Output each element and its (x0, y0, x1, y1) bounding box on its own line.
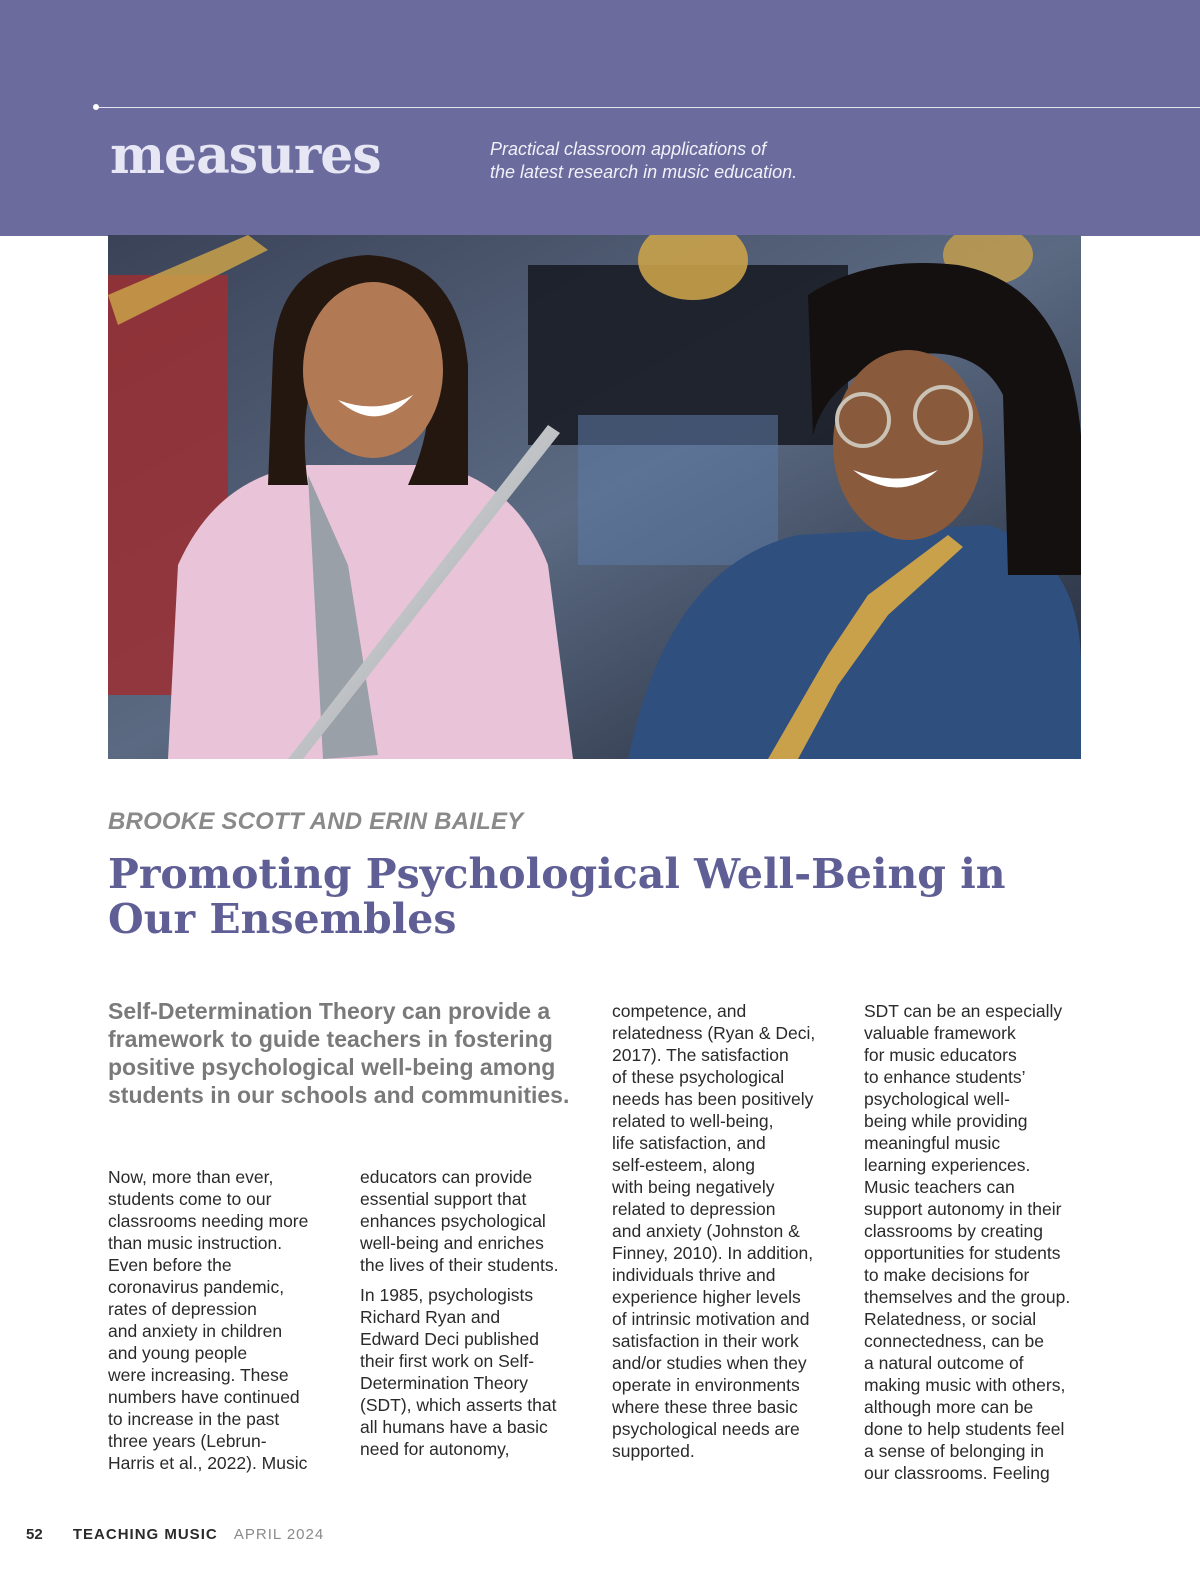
body-line: Even before the (108, 1255, 232, 1275)
body-line: supported. (612, 1441, 695, 1461)
body-column-4 (864, 1000, 1094, 1484)
body-line: themselves and the group. (864, 1287, 1071, 1307)
body-line: opportunities for students (864, 1243, 1061, 1263)
body-line: 2017). The satisfaction (612, 1045, 789, 1065)
body-line: competence, and (612, 1001, 747, 1021)
body-line: valuable framework (864, 1023, 1016, 1043)
tagline-line: Practical classroom applications of (490, 139, 767, 159)
body-line: a natural outcome of (864, 1353, 1024, 1373)
body-line: educators can provide (360, 1167, 533, 1187)
body-line: In 1985, psychologists (360, 1285, 534, 1305)
page-number: 52 (26, 1526, 43, 1543)
body-line: their first work on Self- (360, 1351, 535, 1371)
body-line: rates of depression (108, 1299, 257, 1319)
body-line: need for autonomy, (360, 1439, 510, 1459)
background-jeans (578, 415, 778, 565)
body-line: with being negatively (612, 1177, 775, 1197)
page-footer (26, 1526, 324, 1546)
paragraph-gap (360, 1276, 590, 1284)
student-left-face (303, 282, 443, 458)
body-line: Music teachers can (864, 1177, 1015, 1197)
body-line: and/or studies when they (612, 1353, 807, 1373)
publication-name: TEACHING MUSIC (72, 1526, 218, 1543)
body-line: students come to our (108, 1189, 272, 1209)
body-line: classrooms by creating (864, 1221, 1043, 1241)
body-line: (SDT), which asserts that (360, 1395, 557, 1415)
article-photo (108, 235, 1081, 759)
body-line: Edward Deci published (360, 1329, 539, 1349)
body-line: related to depression (612, 1199, 776, 1219)
body-line: support autonomy in their (864, 1199, 1062, 1219)
body-line: done to help students feel (864, 1419, 1065, 1439)
body-line: meaningful music (864, 1133, 1001, 1153)
section-tagline (490, 138, 910, 184)
body-line: enhances psychological (360, 1211, 546, 1231)
body-line: self-esteem, along (612, 1155, 755, 1175)
section-banner (0, 0, 1200, 236)
article-byline: BROOKE SCOTT AND ERIN BAILEY (108, 808, 524, 835)
body-line: Richard Ryan and (360, 1307, 501, 1327)
body-line: being while providing (864, 1111, 1028, 1131)
body-line: well-being and enriches (360, 1233, 544, 1253)
body-line: satisfaction in their work (612, 1331, 799, 1351)
body-line: of these psychological (612, 1067, 785, 1087)
issue-date: APRIL 2024 (233, 1526, 325, 1543)
body-line: Determination Theory (360, 1373, 528, 1393)
body-line: classrooms needing more (108, 1211, 309, 1231)
body-line: of intrinsic motivation and (612, 1309, 810, 1329)
body-line: Harris et al., 2022). Music (108, 1453, 308, 1473)
body-line: needs has been positively (612, 1089, 814, 1109)
body-line: to make decisions for (864, 1265, 1030, 1285)
body-line: operate in environments (612, 1375, 800, 1395)
tagline-line: the latest research in music education. (490, 162, 798, 182)
body-line: connectedness, can be (864, 1331, 1044, 1351)
body-line: three years (Lebrun- (108, 1431, 267, 1451)
body-line: a sense of belonging in (864, 1441, 1044, 1461)
body-column-1 (108, 1166, 338, 1474)
body-line: our classrooms. Feeling (864, 1463, 1050, 1483)
body-line: psychological needs are (612, 1419, 800, 1439)
body-line: were increasing. These (108, 1365, 289, 1385)
body-line: and young people (108, 1343, 248, 1363)
body-line: related to well-being, (612, 1111, 774, 1131)
banner-rule (96, 107, 1200, 108)
banner-rule-dot (93, 104, 99, 110)
article-title-line: Promoting Psychological Well-Being in (108, 850, 1006, 898)
body-line: SDT can be an especially (864, 1001, 1063, 1021)
body-line: to increase in the past (108, 1409, 280, 1429)
body-line: learning experiences. (864, 1155, 1031, 1175)
students-photo-illustration (108, 235, 1081, 759)
body-line: coronavirus pandemic, (108, 1277, 285, 1297)
body-line: relatedness (Ryan & Deci, (612, 1023, 816, 1043)
body-line: psychological well- (864, 1089, 1010, 1109)
body-line: for music educators (864, 1045, 1017, 1065)
article-title-line: Our Ensembles (108, 895, 457, 943)
section-name: measures (110, 125, 381, 186)
body-line: Now, more than ever, (108, 1167, 274, 1187)
body-line: where these three basic (612, 1397, 798, 1417)
body-line: life satisfaction, and (612, 1133, 766, 1153)
body-line: and anxiety (Johnston & (612, 1221, 800, 1241)
body-line: experience higher levels (612, 1287, 801, 1307)
body-line: essential support that (360, 1189, 527, 1209)
body-line: to enhance students’ (864, 1067, 1026, 1087)
body-line: Relatedness, or social (864, 1309, 1037, 1329)
body-line: Finney, 2010). In addition, (612, 1243, 814, 1263)
body-line: numbers have continued (108, 1387, 300, 1407)
body-line: than music instruction. (108, 1233, 283, 1253)
body-column-3 (612, 1000, 842, 1462)
body-line: individuals thrive and (612, 1265, 776, 1285)
article-deck: Self-Determination Theory can provide a framework to guide teachers in fostering positive psychological well-being among students in our schools and communities. (108, 998, 570, 1108)
body-line: all humans have a basic (360, 1417, 548, 1437)
body-column-2 (360, 1166, 590, 1460)
article-title (108, 852, 1108, 942)
body-line: and anxiety in children (108, 1321, 283, 1341)
body-line: making music with others, (864, 1375, 1066, 1395)
body-line: although more can be (864, 1397, 1034, 1417)
body-line: the lives of their students. (360, 1255, 559, 1275)
